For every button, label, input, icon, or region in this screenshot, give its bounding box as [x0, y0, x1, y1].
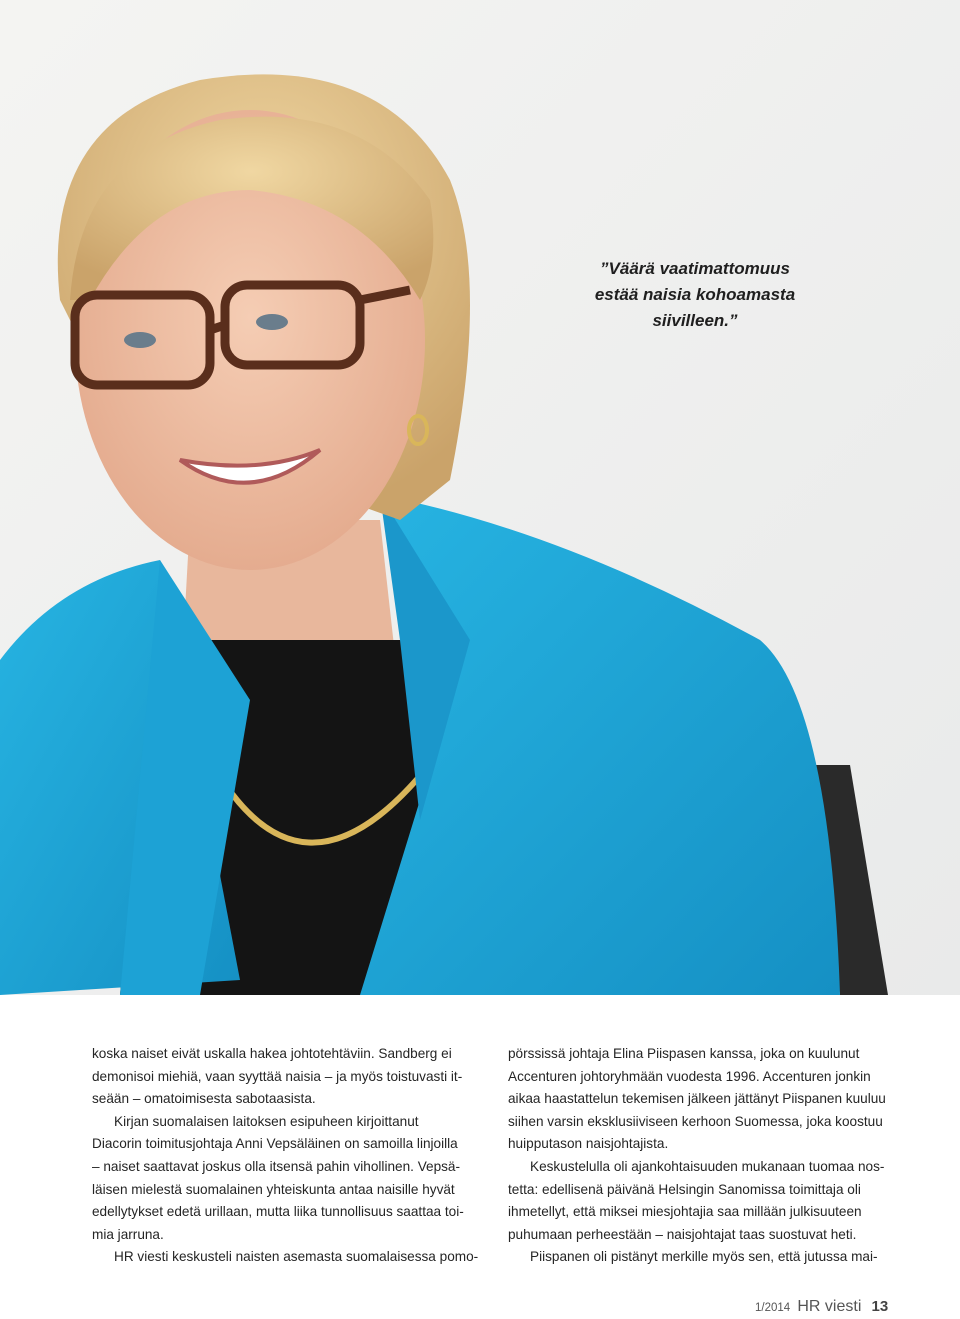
- paragraph: [92, 1043, 480, 1111]
- text-line: puhumaan perheestään – naisjohtajat taas suostuvat heti.: [508, 1226, 857, 1242]
- text-line: siihen varsin eksklusiiviseen kerhoon Suomessa, joka koostuu: [508, 1113, 883, 1129]
- text-line: pörssissä johtaja Elina Piispasen kanssa, joka on kuulunut: [508, 1046, 860, 1061]
- text-line: aikaa haastattelun tekemisen jälkeen jättänyt Piispanen kuuluu: [508, 1091, 886, 1107]
- text-line: Kirjan suomalaisen laitoksen esipuheen kirjoittanut: [114, 1113, 419, 1129]
- text-line: – naiset saattavat joskus olla itsensä pahin vihollinen. Vepsä-: [92, 1158, 461, 1174]
- text-line: Accenturen johtoryhmään vuodesta 1996. Accenturen jonkin: [508, 1068, 871, 1084]
- page-number: 13: [871, 1298, 889, 1315]
- issue-number: 1/2014: [755, 1302, 791, 1314]
- text-line: huipputason naisjohtajista.: [508, 1136, 669, 1152]
- text-line: HR viesti keskusteli naisten asemasta suomalaisessa pomo-: [114, 1249, 479, 1265]
- article-column-right: [508, 1043, 896, 1269]
- text-line: Keskustelulla oli ajankohtaisuuden mukanaan tuomaa nos-: [530, 1158, 885, 1174]
- paragraph: [508, 1156, 896, 1246]
- page-footer: [755, 1298, 895, 1316]
- text-line: tetta: edellisenä päivänä Helsingin Sanomissa toimittaja oli: [508, 1181, 861, 1197]
- right-eye: [256, 314, 288, 330]
- text-line: seään – omatoimisesta sabotaasista.: [92, 1091, 316, 1107]
- pull-quote-line: siivilleen.”: [652, 311, 738, 330]
- text-line: läisen mielestä suomalainen yhteiskunta antaa naisille hyvät: [92, 1181, 455, 1197]
- pull-quote-line: estää naisia kohoamasta: [594, 285, 796, 304]
- text-line: demonisoi miehiä, vaan syyttää naisia – ja myös toistuvasti it-: [92, 1068, 463, 1084]
- magazine-name: HR viesti: [797, 1298, 862, 1315]
- text-line: Piispanen oli pistänyt merkille myös sen, että jutussa mai-: [530, 1249, 878, 1265]
- text-line: koska naiset eivät uskalla hakea johtotehtäviin. Sandberg ei: [92, 1046, 452, 1061]
- paragraph: [92, 1111, 480, 1247]
- paragraph: [508, 1043, 896, 1156]
- paragraph: [508, 1246, 896, 1269]
- article-column-left: [92, 1043, 480, 1269]
- text-line: Diacorin toimitusjohtaja Anni Vepsäläinen on samoilla linjoilla: [92, 1136, 458, 1152]
- text-line: ihmetellyt, että miksei miesjohtajia saa millään julkisuuteen: [508, 1204, 862, 1220]
- pull-quote: [560, 256, 830, 334]
- paragraph: [92, 1246, 480, 1269]
- text-line: edellytykset edetä urillaan, mutta liika tunnollisuus saattaa toi-: [92, 1204, 464, 1220]
- pull-quote-line: ”Väärä vaatimattomuus: [600, 259, 790, 278]
- left-eye: [124, 332, 156, 348]
- text-line: mia jarruna.: [92, 1226, 164, 1242]
